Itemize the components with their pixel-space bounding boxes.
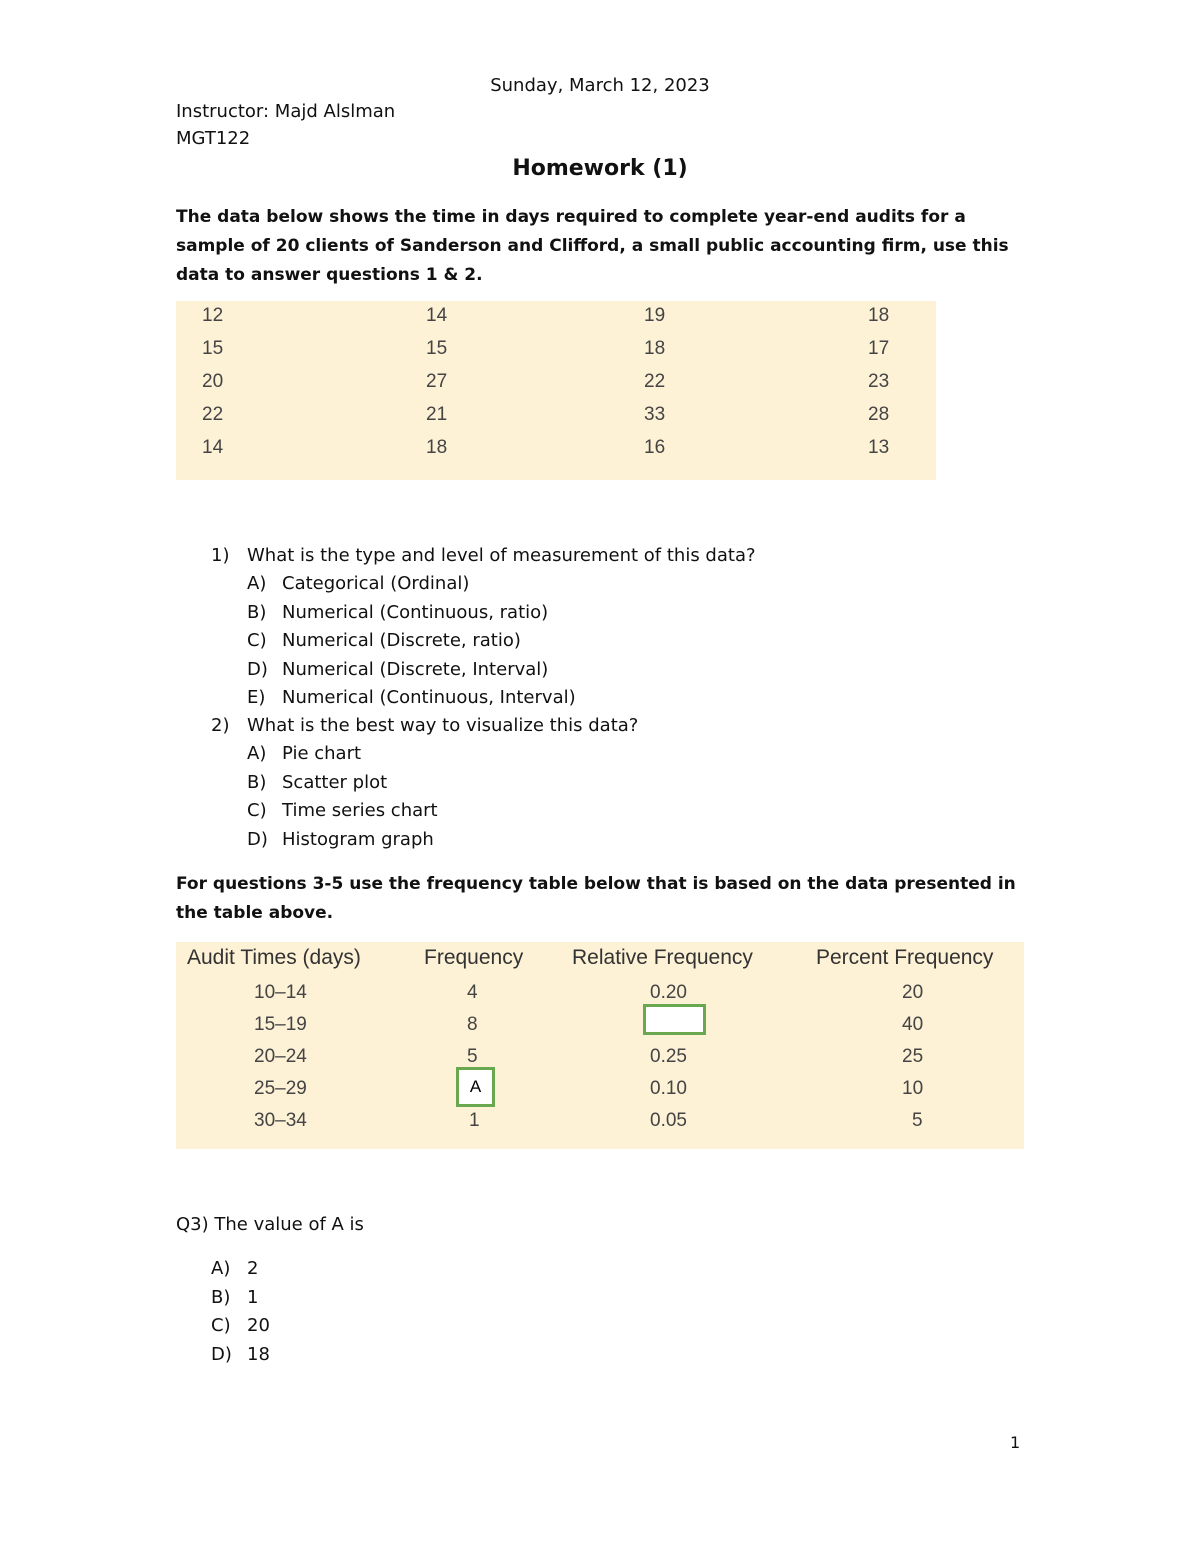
table-cell: 10–14 — [254, 982, 307, 1003]
table-cell: 23 — [868, 371, 890, 392]
table-cell: 25 — [902, 1046, 924, 1067]
option-text: 20 — [247, 1315, 270, 1336]
table-cell: 18 — [644, 338, 666, 359]
table-cell: 4 — [467, 982, 478, 1003]
option-letter: D) — [247, 829, 268, 850]
intro-paragraph: The data below shows the time in days required to complete year-end audits for a sample of 20 clients of Sanderson and Clifford, a small public accounting firm, use this data to answer questions 1 & 2. — [176, 207, 1009, 285]
table-cell: 1 — [469, 1110, 480, 1131]
table-cell: 15–19 — [254, 1014, 307, 1035]
question-number: 2) — [211, 715, 230, 736]
option-letter: C) — [247, 630, 267, 651]
option-text: Time series chart — [282, 800, 438, 821]
table-cell: 5 — [467, 1046, 478, 1067]
table-cell: 13 — [868, 437, 890, 458]
table-cell: 0.25 — [650, 1046, 687, 1067]
column-header: Audit Times (days) — [187, 946, 361, 969]
blank-answer-box — [643, 1004, 706, 1035]
course-code: MGT122 — [176, 128, 251, 149]
option-text: Numerical (Discrete, Interval) — [282, 659, 549, 680]
instructor-name: Instructor: Majd Alslman — [176, 101, 396, 122]
table-cell: 22 — [202, 404, 224, 425]
table-cell: 14 — [202, 437, 224, 458]
option-letter: B) — [211, 1287, 231, 1308]
option-text: Categorical (Ordinal) — [282, 573, 470, 594]
document-date: Sunday, March 12, 2023 — [490, 75, 710, 96]
option-text: Pie chart — [282, 743, 362, 764]
table-cell: 0.10 — [650, 1078, 687, 1099]
table-cell: 21 — [426, 404, 448, 425]
option-letter: B) — [247, 602, 267, 623]
table-cell: 0.20 — [650, 982, 687, 1003]
option-letter: A) — [211, 1258, 231, 1279]
table-cell: 0.05 — [650, 1110, 687, 1131]
option-text: Numerical (Continuous, Interval) — [282, 687, 576, 708]
table-cell: 20–24 — [254, 1046, 307, 1067]
table-cell: 10 — [902, 1078, 924, 1099]
table-cell: 14 — [426, 305, 448, 326]
table-cell: 18 — [868, 305, 890, 326]
raw-data-table — [176, 301, 936, 480]
table-cell: 28 — [868, 404, 890, 425]
option-letter: E) — [247, 687, 266, 708]
question-number: 1) — [211, 545, 230, 566]
table-cell: 16 — [644, 437, 666, 458]
option-letter: B) — [247, 772, 267, 793]
table-cell: 25–29 — [254, 1078, 307, 1099]
option-text: Histogram graph — [282, 829, 434, 850]
frequency-table — [176, 942, 1024, 1149]
table-cell: 8 — [467, 1014, 478, 1035]
table-cell: 17 — [868, 338, 890, 359]
option-letter: A) — [247, 743, 267, 764]
column-header: Percent Frequency — [816, 946, 994, 969]
option-text: 2 — [247, 1258, 259, 1279]
option-text: Scatter plot — [282, 772, 388, 793]
table-cell: 12 — [202, 305, 224, 326]
page-number: 1 — [1010, 1433, 1021, 1452]
option-text: 18 — [247, 1344, 270, 1365]
option-text: Numerical (Continuous, ratio) — [282, 602, 549, 623]
table-cell: 22 — [644, 371, 666, 392]
table-cell: 18 — [426, 437, 448, 458]
frequency-intro: For questions 3-5 use the frequency table below that is based on the data presented in the table above. — [176, 874, 1016, 923]
table-cell: 40 — [902, 1014, 924, 1035]
table-cell: 19 — [644, 305, 666, 326]
column-header: Frequency — [424, 946, 524, 969]
table-cell: 30–34 — [254, 1110, 307, 1131]
question-3-prompt: Q3) The value of A is — [176, 1214, 364, 1235]
page-title: Homework (1) — [512, 156, 688, 181]
option-letter: A) — [247, 573, 267, 594]
option-text: Numerical (Discrete, ratio) — [282, 630, 521, 651]
option-letter: C) — [211, 1315, 231, 1336]
question-text: What is the best way to visualize this data? — [247, 715, 639, 736]
table-cell: 15 — [426, 338, 448, 359]
table-cell: 5 — [912, 1110, 923, 1131]
option-letter: D) — [211, 1344, 232, 1365]
option-letter: D) — [247, 659, 268, 680]
unknown-a-box: A — [456, 1067, 495, 1107]
column-header: Relative Frequency — [572, 946, 753, 969]
table-cell: 27 — [426, 371, 448, 392]
table-cell: 20 — [202, 371, 224, 392]
option-text: 1 — [247, 1287, 259, 1308]
table-cell: 15 — [202, 338, 224, 359]
table-cell: 33 — [644, 404, 666, 425]
question-text: What is the type and level of measurement of this data? — [247, 545, 756, 566]
option-letter: C) — [247, 800, 267, 821]
table-cell: 20 — [902, 982, 924, 1003]
